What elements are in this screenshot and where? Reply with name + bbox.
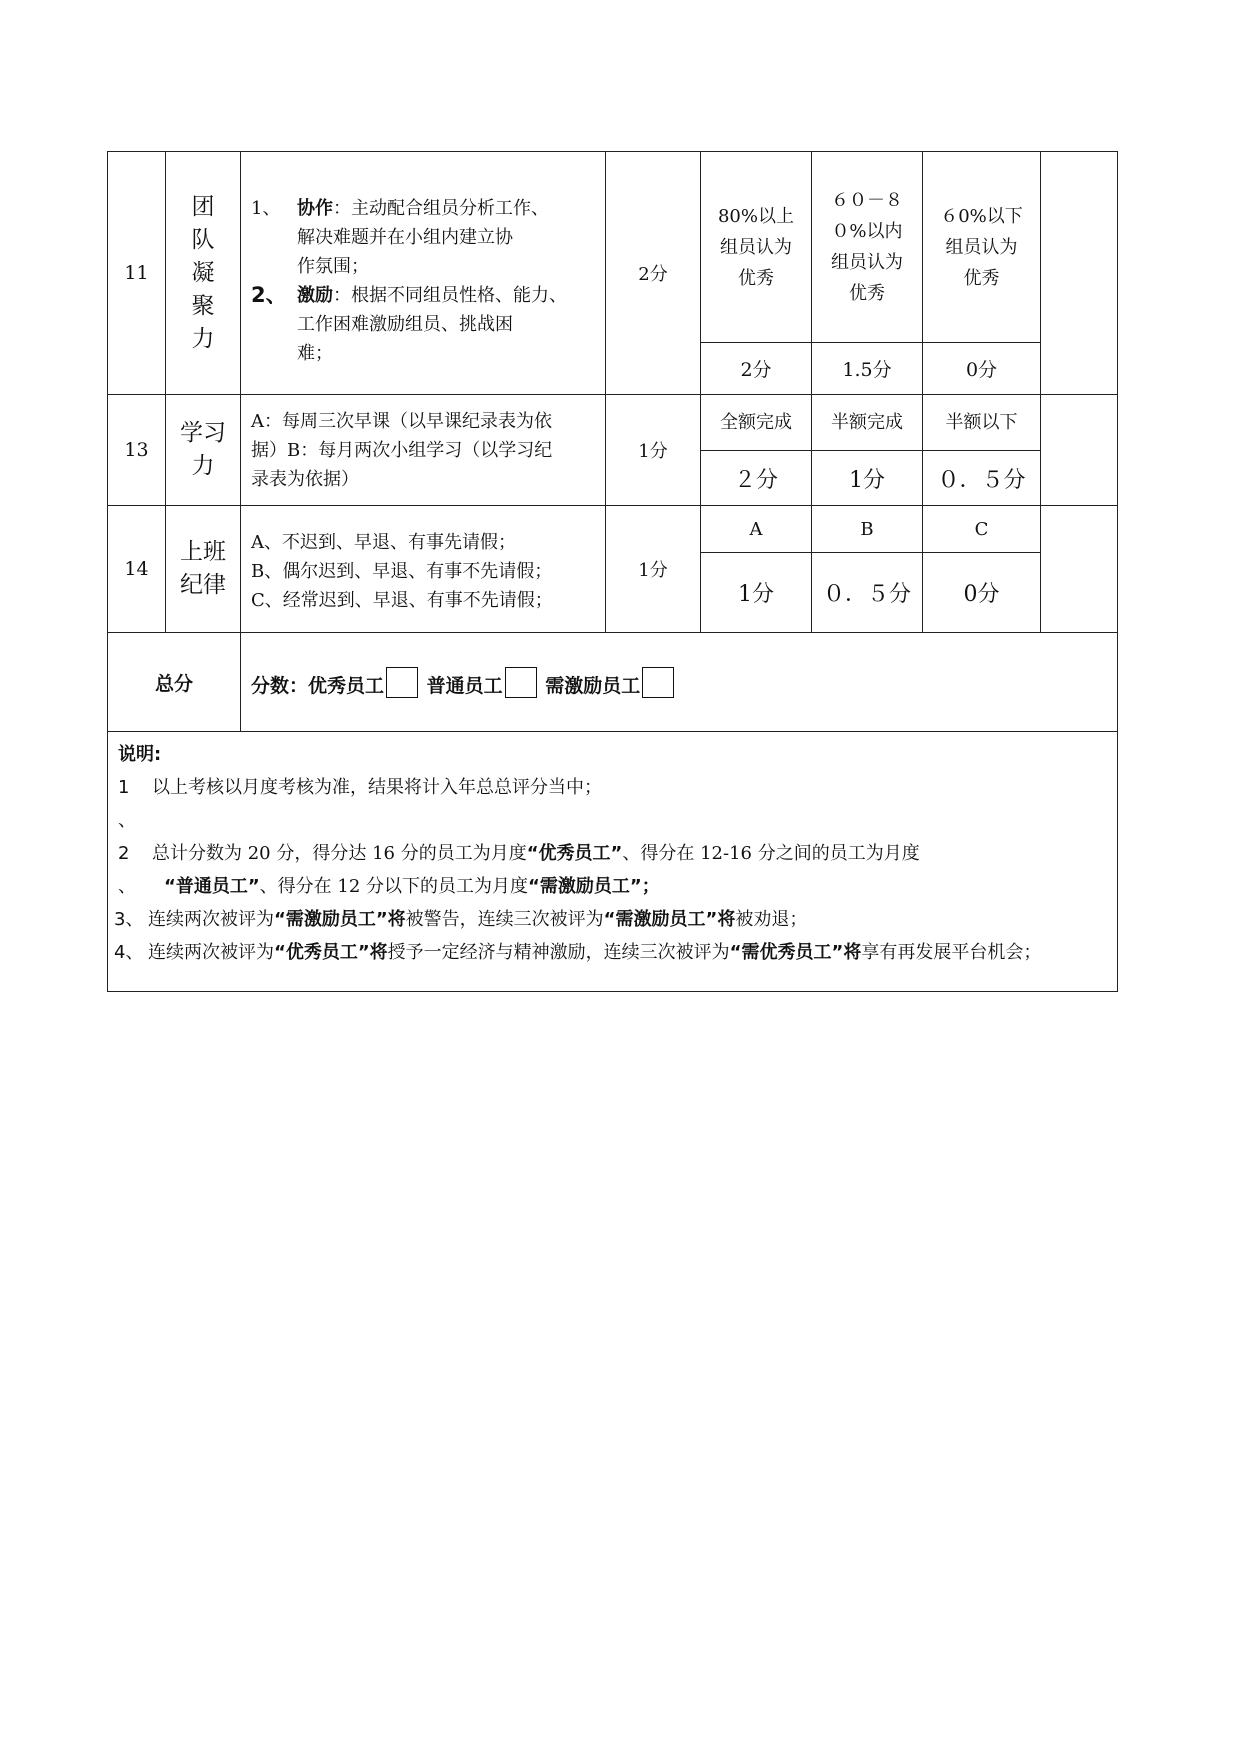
row-number: 11 — [108, 152, 166, 395]
row-number: 13 — [108, 395, 166, 506]
evaluation-table — [107, 151, 1118, 992]
blank-cell — [1041, 506, 1118, 633]
description — [241, 152, 606, 395]
note-item: 2 、 总计分数为 20 分，得分达 16 分的员工为月度“优秀员工”、得分在 12-16 分之间的员工为月度 “普通员工”、得分在 12 分以下的员工为月度“需激励员工”； — [118, 843, 920, 897]
criteria-cell: C — [923, 506, 1041, 553]
score-cell: 1分 — [812, 451, 923, 506]
notes-heading: 说明: — [118, 744, 162, 765]
total-prefix: 分数： — [251, 674, 309, 697]
score-cell: 1分 — [701, 553, 812, 633]
criteria-cell: ６０－８ ０%以内 组员认为 优秀 — [812, 152, 923, 343]
criteria-cell: 全额完成 — [701, 395, 812, 451]
note-item: 3、 连续两次被评为“需激励员工”将被警告，连续三次被评为“需激励员工”将被劝退； — [114, 909, 808, 930]
note-item: 4、 连续两次被评为“优秀员工”将授予一定经济与精神激励，连续三次被评为“需优秀员工”将享有再发展平台机会； — [114, 942, 1042, 963]
score-cell: ２分 — [701, 451, 812, 506]
score-cell: 2分 — [701, 343, 812, 395]
criteria-cell: B — [812, 506, 923, 553]
criteria-cell: 半额以下 — [923, 395, 1041, 451]
rating-checkbox-normal[interactable] — [505, 667, 537, 698]
note-item: 1 、 以上考核以月度考核为准，结果将计入年总总评分当中； — [118, 777, 602, 831]
category-team-cohesion: 团 队 凝 聚 力 — [166, 152, 241, 395]
score-cell: 0分 — [923, 343, 1041, 395]
criterion-item: 2、 激励：根据不同组员性格、能力、 工作困难激励组员、挑战困 难； — [251, 283, 567, 364]
rating-label: 优秀员工 — [308, 674, 385, 697]
blank-cell — [1041, 152, 1118, 395]
score-cell: 0分 — [923, 553, 1041, 633]
rating-checkbox-needs-motivation[interactable] — [642, 667, 674, 698]
criteria-cell: A — [701, 506, 812, 553]
score-cell: 1.5分 — [812, 343, 923, 395]
max-points: 2分 — [606, 152, 701, 395]
max-points: 1分 — [606, 506, 701, 633]
criterion-item: 1、 协作：主动配合组员分析工作、 解决难题并在小组内建立协 作氛围； — [251, 198, 549, 277]
rating-checkbox-excellent[interactable] — [386, 667, 418, 698]
score-cell: ０．５分 — [923, 451, 1041, 506]
criteria-cell: ６0%以下 组员认为 优秀 — [923, 152, 1041, 343]
row-number: 14 — [108, 506, 166, 633]
category-attendance: 上班 纪律 — [166, 506, 241, 633]
criteria-cell: 80%以上 组员认为 优秀 — [701, 152, 812, 343]
rating-label: 普通员工 — [426, 674, 503, 697]
total-rating — [241, 633, 1118, 732]
blank-cell — [1041, 395, 1118, 506]
max-points: 1分 — [606, 395, 701, 506]
description: A、不迟到、早退、有事先请假； B、偶尔迟到、早退、有事不先请假； C、经常迟到、早退、有事不先请假； — [241, 506, 606, 633]
score-cell: ０．５分 — [812, 553, 923, 633]
category-learning: 学习 力 — [166, 395, 241, 506]
total-label: 总分 — [108, 633, 241, 732]
criteria-cell: 半额完成 — [812, 395, 923, 451]
rating-label: 需激励员工 — [545, 674, 641, 697]
notes — [108, 732, 1118, 992]
description: A：每周三次早课（以早课纪录表为依 据）B：每月两次小组学习（以学习纪 录表为依据） — [241, 395, 606, 506]
